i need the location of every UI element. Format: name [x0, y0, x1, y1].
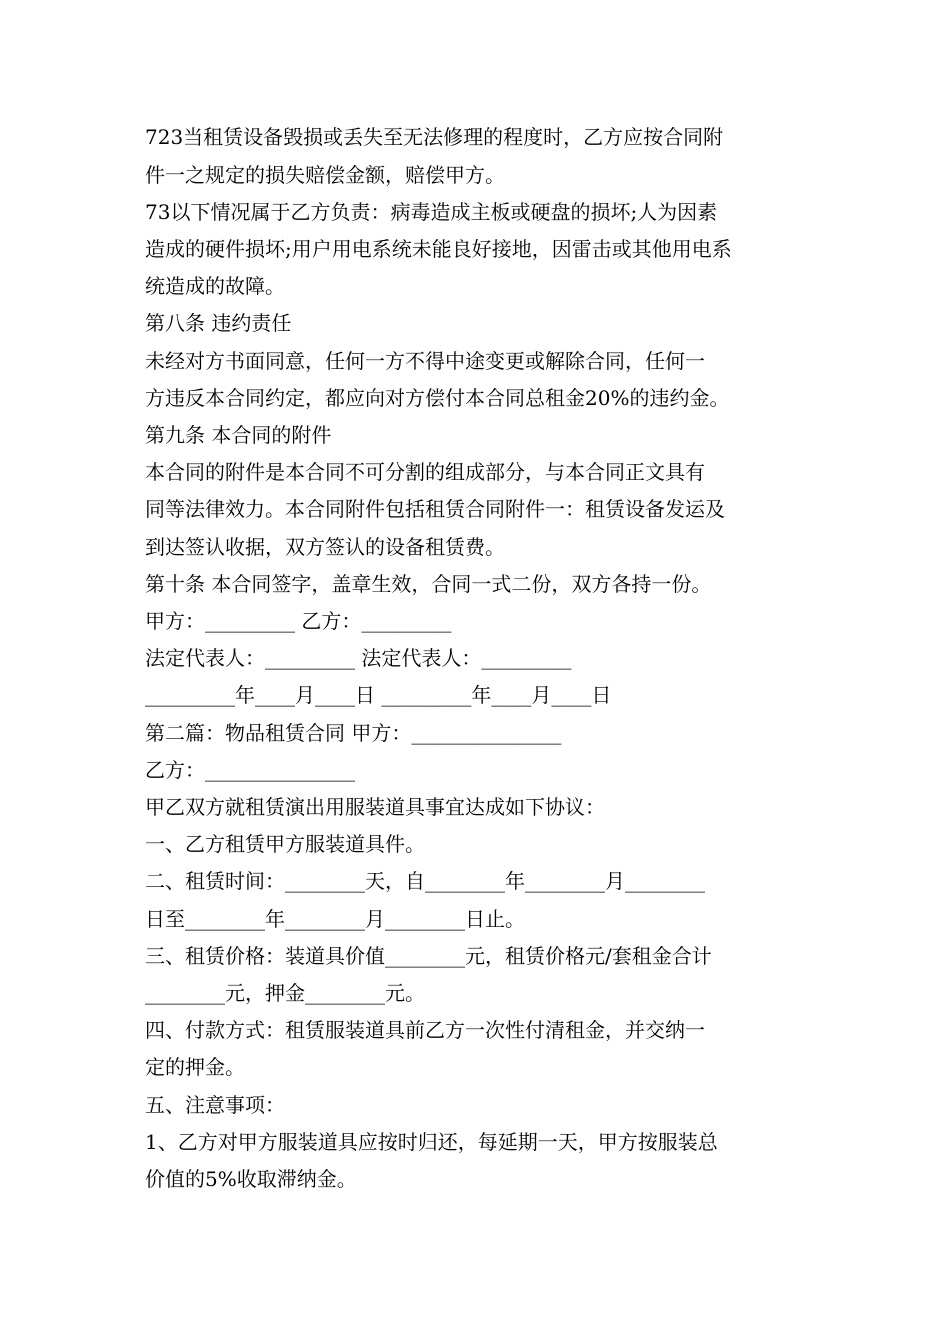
text-line: 日至________年________月________日止。: [145, 907, 525, 931]
text-line: 五、注意事项：: [145, 1093, 285, 1117]
text-line: 造成的硬件损坏;用户用电系统未能良好接地，因雷击或其他用电系: [145, 237, 732, 261]
text-line: 二、租赁时间：________天，自________年________月________: [145, 869, 705, 893]
text-line: 价值的5%收取滞纳金。: [145, 1167, 357, 1191]
text-line: 未经对方书面同意，任何一方不得中途变更或解除合同，任何一: [145, 349, 705, 373]
text-line: 四、付款方式：租赁服装道具前乙方一次性付清租金，并交纳一: [145, 1018, 705, 1042]
text-line: 第十条 本合同签字，盖章生效，合同一式二份，双方各持一份。: [145, 572, 712, 596]
text-line: 73以下情况属于乙方负责：病毒造成主板或硬盘的损坏;人为因素: [145, 200, 718, 224]
text-line: 甲乙双方就租赁演出用服装道具事宜达成如下协议：: [145, 795, 605, 819]
text-line: 件一之规定的损失赔偿金额，赔偿甲方。: [145, 163, 505, 187]
text-line: 同等法律效力。本合同附件包括租赁合同附件一：租赁设备发运及: [145, 497, 725, 521]
text-line: 本合同的附件是本合同不可分割的组成部分，与本合同正文具有: [145, 460, 705, 484]
signature-line: 甲方：_________ 乙方：_________: [145, 609, 452, 633]
section-heading: 第二篇：物品租赁合同 甲方：_______________: [145, 721, 562, 745]
text-line: 到达签认收据，双方签认的设备租赁费。: [145, 535, 505, 559]
signature-line: 法定代表人：_________ 法定代表人：_________: [145, 646, 572, 670]
text-line: 定的押金。: [145, 1055, 245, 1079]
signature-line: 乙方：_______________: [145, 758, 355, 782]
text-line: 1、乙方对甲方服装道具应按时归还，每延期一天，甲方按服装总: [145, 1130, 718, 1154]
article-heading: 第八条 违约责任: [145, 311, 292, 335]
text-line: 一、乙方租赁甲方服装道具件。: [145, 832, 425, 856]
text-line: 三、租赁价格：装道具价值________元，租赁价格元/套租金合计: [145, 944, 712, 968]
article-heading: 第九条 本合同的附件: [145, 423, 332, 447]
date-line: _________年____月____日 _________年____月____日: [145, 683, 612, 707]
text-line: 723当租赁设备毁损或丢失至无法修理的程度时，乙方应按合同附: [145, 125, 724, 149]
text-line: ________元，押金________元。: [145, 981, 425, 1005]
text-line: 统造成的故障。: [145, 274, 285, 298]
text-line: 方违反本合同约定，都应向对方偿付本合同总租金20%的违约金。: [145, 386, 730, 410]
